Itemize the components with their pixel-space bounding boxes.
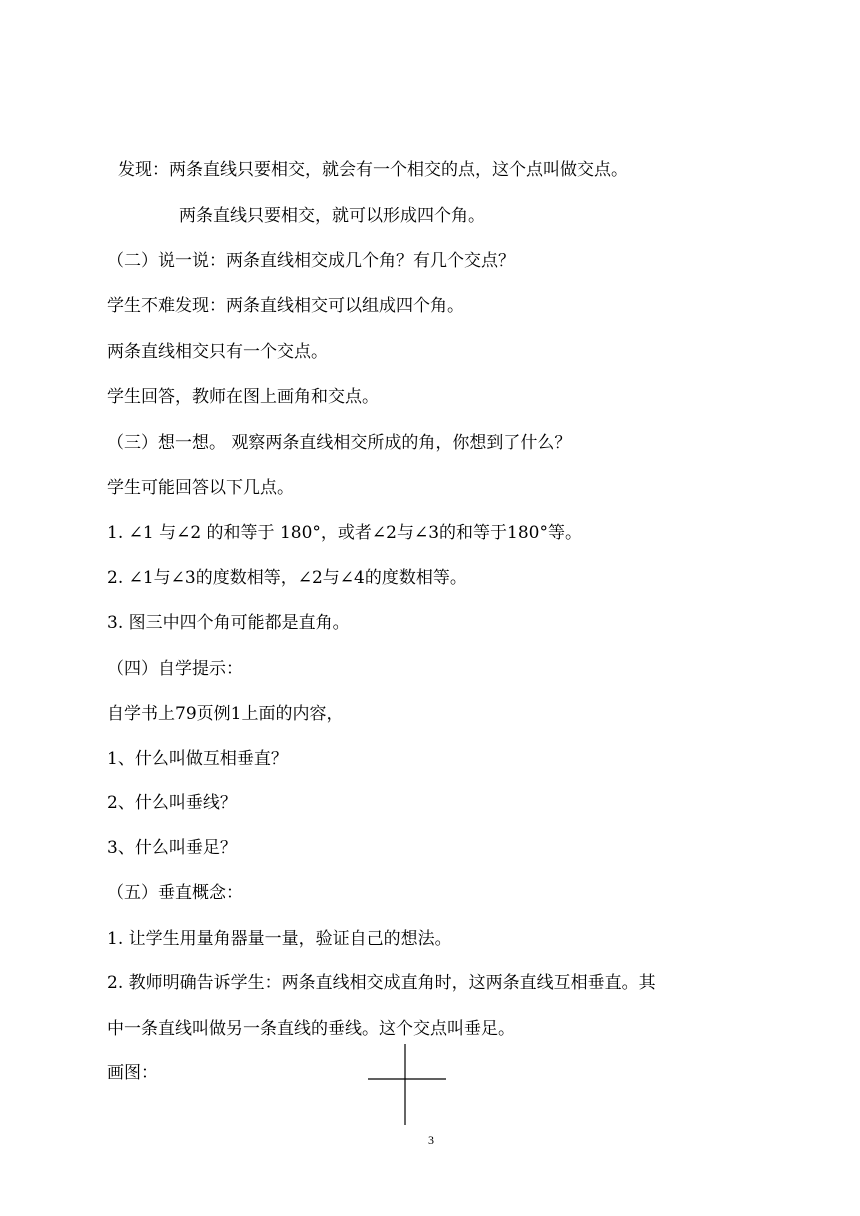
text-line-15: 2、什么叫垂线？: [107, 793, 237, 813]
perpendicular-lines-figure: [360, 1040, 452, 1128]
text-line-17: （五）垂直概念：: [107, 883, 243, 903]
text-line-20: 中一条直线叫做另一条直线的垂线。这个交点叫垂足。: [107, 1019, 515, 1039]
text-line-4: 学生不难发现：两条直线相交可以组成四个角。: [107, 296, 464, 316]
text-line-2: 两条直线只要相交，就可以形成四个角。: [179, 206, 485, 226]
text-line-7: （三）想一想。 观察两条直线相交所成的角，你想到了什么？: [107, 433, 572, 453]
text-line-10: 2. ∠1与∠3的度数相等，∠2与∠4的度数相等。: [107, 568, 467, 588]
text-line-18: 1. 让学生用量角器量一量，验证自己的想法。: [107, 929, 452, 949]
text-line-12: （四）自学提示：: [107, 659, 243, 679]
text-line-13: 自学书上79页例1上面的内容，: [107, 704, 344, 724]
text-line-14: 1、什么叫做互相垂直？: [107, 749, 288, 769]
page-number: 3: [428, 1133, 434, 1147]
text-line-21: 画图：: [107, 1063, 158, 1083]
text-line-16: 3、什么叫垂足？: [107, 838, 237, 858]
text-line-1: 发现：两条直线只要相交，就会有一个相交的点，这个点叫做交点。: [118, 160, 628, 180]
text-line-5: 两条直线相交只有一个交点。: [107, 342, 328, 362]
text-line-3: （二）说一说：两条直线相交成几个角？有几个交点？: [107, 251, 515, 271]
text-line-11: 3. 图三中四个角可能都是直角。: [107, 613, 350, 633]
text-line-19: 2. 教师明确告诉学生：两条直线相交成直角时，这两条直线互相垂直。其: [107, 973, 656, 993]
text-line-8: 学生可能回答以下几点。: [107, 478, 294, 498]
text-line-9: 1. ∠1 与∠2 的和等于 180°，或者∠2与∠3的和等于180°等。: [107, 523, 582, 543]
text-line-6: 学生回答，教师在图上画角和交点。: [107, 387, 379, 407]
